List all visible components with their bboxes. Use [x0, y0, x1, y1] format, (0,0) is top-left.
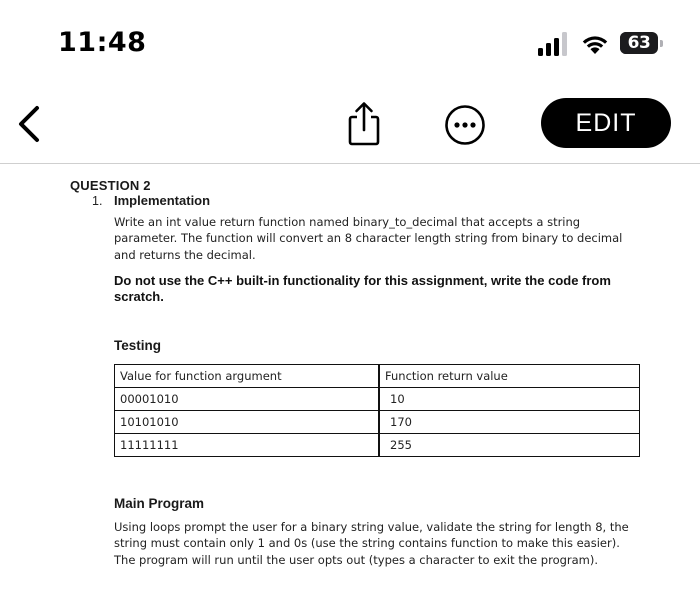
warning-text: Do not use the C++ built-in functionality for this assignment, write the code from scratch.: [114, 273, 611, 304]
main-program-heading: Main Program: [114, 496, 205, 511]
cellular-signal-icon: [536, 30, 572, 58]
table-cell-return: 255: [379, 434, 640, 457]
table-row: [115, 388, 640, 411]
status-icons: [536, 30, 666, 58]
table-header-row: [115, 365, 640, 388]
share-icon[interactable]: [344, 100, 384, 148]
table-header-return: Function return value: [379, 365, 640, 388]
chevron-left-icon[interactable]: [10, 102, 46, 146]
table-cell-argument: 10101010: [115, 411, 380, 434]
table-cell-return: 10: [379, 388, 640, 411]
testing-table: [114, 364, 640, 457]
battery-percentage: 63: [627, 33, 651, 53]
table-header-argument: Value for function argument: [115, 365, 380, 388]
status-bar: [0, 0, 700, 90]
battery-icon: [620, 32, 666, 56]
battery-cap: [660, 40, 663, 47]
edit-button[interactable]: EDIT: [541, 98, 671, 148]
table-row: [115, 434, 640, 457]
implementation-description: Write an int value return function named binary_to_decimal that accepts a string parameter. The function will convert an 8 character length string from binary to decimal and returns the decimal.: [114, 215, 623, 262]
table-cell-argument: 00001010: [115, 388, 380, 411]
main-program-description: Using loops prompt the user for a binary string value, validate the string for length 8, the string must contain only 1 and 0s (use the string contains function to make this easier). The program will run until the user opts out (types a character to exit the program).: [114, 520, 629, 567]
toolbar: [0, 90, 700, 162]
question-title: QUESTION 2: [70, 178, 151, 193]
table-cell-argument: 11111111: [115, 434, 380, 457]
table-cell-return: 170: [379, 411, 640, 434]
item-title: Implementation: [114, 193, 211, 208]
status-time: 11:48: [58, 27, 147, 58]
testing-heading: Testing: [114, 338, 161, 353]
document-content: [0, 164, 700, 593]
item-number: 1.: [92, 194, 103, 208]
ellipsis-circle-icon[interactable]: [444, 104, 486, 146]
table-row: [115, 411, 640, 434]
wifi-icon: [580, 32, 610, 56]
